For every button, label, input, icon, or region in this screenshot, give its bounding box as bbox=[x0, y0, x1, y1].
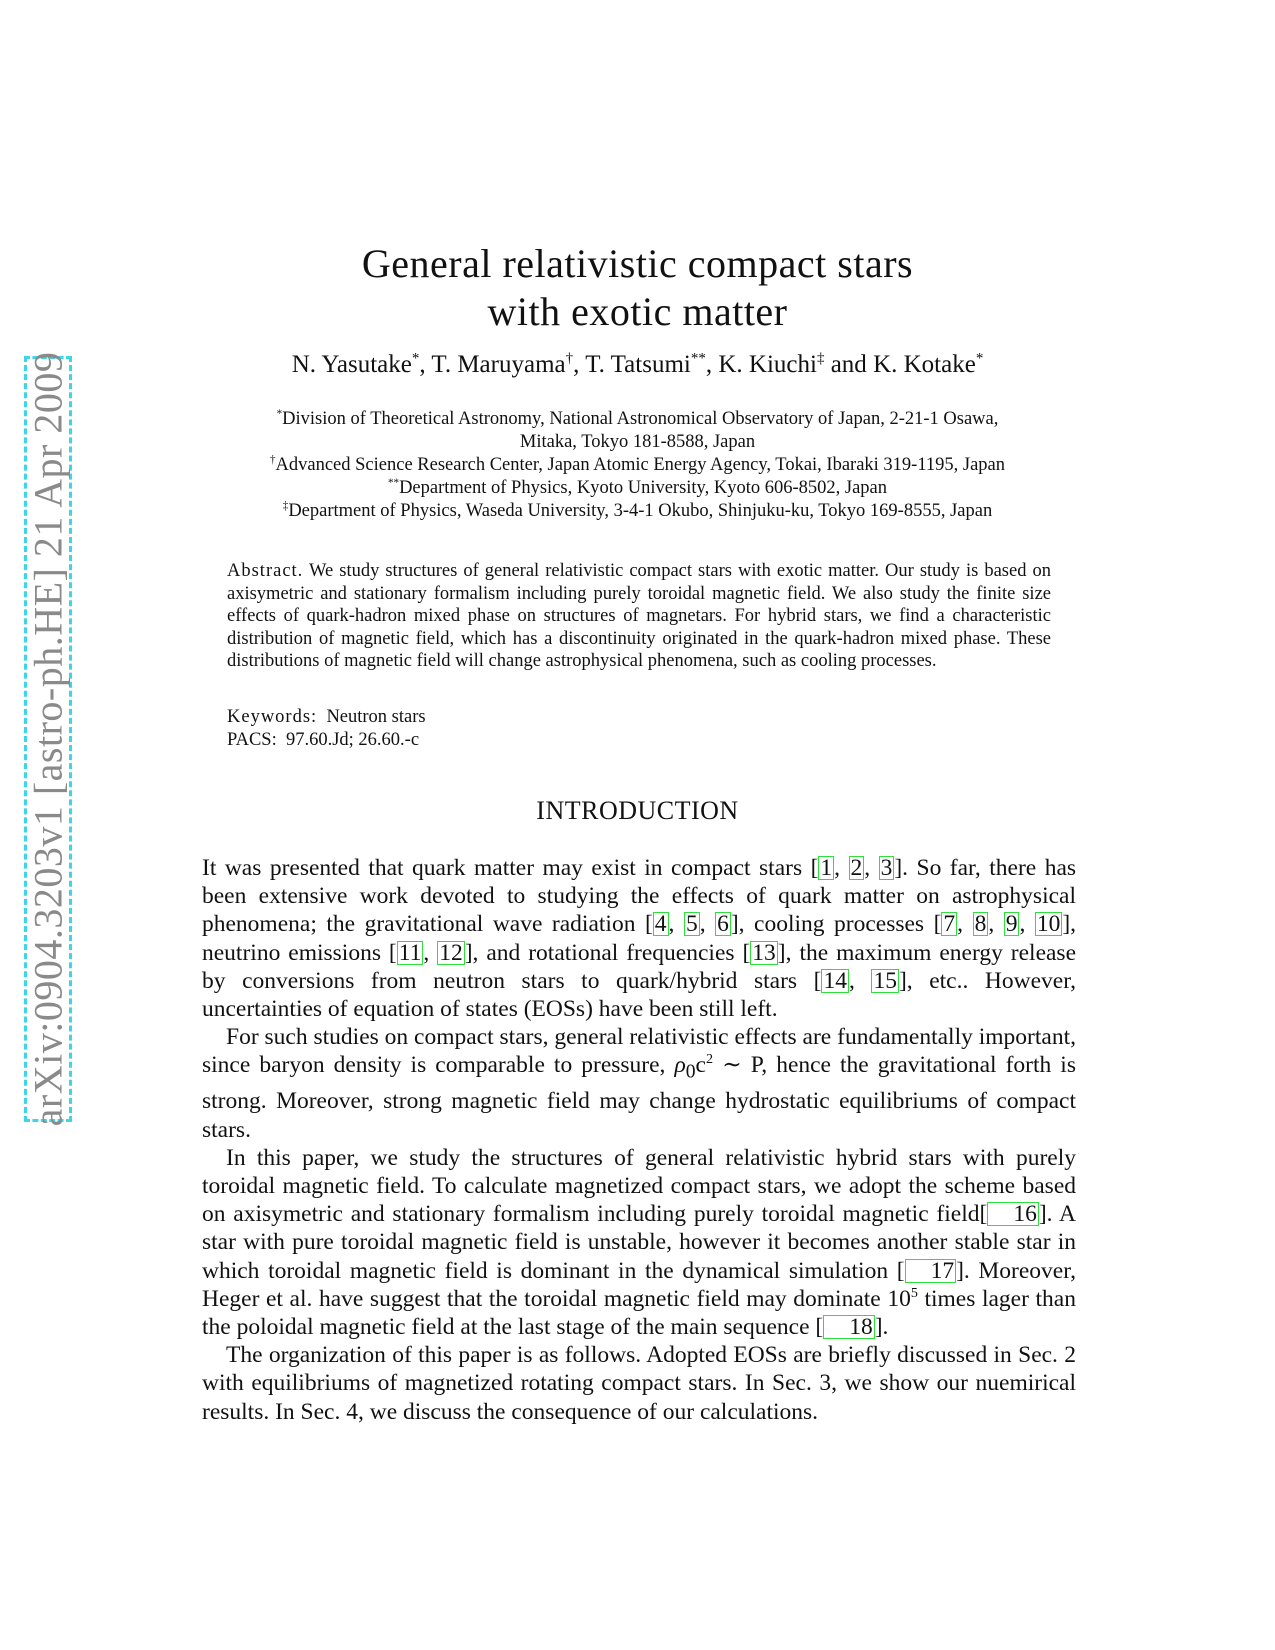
text-run: ], neutrino emissions [ bbox=[202, 911, 1077, 966]
citation-link[interactable]: 7 bbox=[943, 911, 956, 938]
citation-link[interactable]: 14 bbox=[823, 967, 847, 994]
citation-link[interactable]: 13 bbox=[752, 939, 776, 966]
author-separator: , bbox=[705, 351, 719, 378]
math-symbol: ρ bbox=[674, 1052, 686, 1079]
author-name: K. Kiuchi bbox=[718, 351, 817, 378]
text-run: , bbox=[834, 855, 849, 881]
section-heading: INTRODUCTION bbox=[536, 796, 739, 825]
abstract-text: We study structures of general relativistic compact stars with exotic matter. Our study is based on axisymetric and stationary formalism including purely toroidal magnetic field. We also study the finite size effects of quark-hadron mixed phase on structures of magnetars. For hybrid stars, we find a characteristic distribution of magnetic field, which has a discontinuity originated in the quark-hadron mixed phase. These distributions of magnetic field will change astrophysical phenomena, such as cooling processes. bbox=[227, 561, 1051, 672]
author-separator: , bbox=[573, 351, 586, 378]
text-run: ], and rotational frequencies [ bbox=[464, 939, 751, 966]
pacs-value: 97.60.Jd; 26.60.-c bbox=[285, 729, 420, 750]
affiliation-line bbox=[200, 500, 1075, 523]
author-name: K. Kotake bbox=[873, 351, 976, 378]
introduction-body bbox=[202, 854, 1076, 1426]
author-mark: ‡ bbox=[816, 350, 825, 367]
author-mark: ** bbox=[690, 350, 706, 367]
title-line-1: General relativistic compact stars bbox=[361, 241, 914, 286]
keywords-line bbox=[227, 706, 426, 729]
text-run: It was presented that quark matter may exist in compact stars [ bbox=[202, 855, 819, 881]
affiliation-line bbox=[200, 454, 1075, 477]
arxiv-side-stamp bbox=[24, 351, 72, 1127]
affiliations bbox=[200, 408, 1075, 523]
text-run: , bbox=[699, 911, 716, 938]
citation-link[interactable]: 1 bbox=[820, 855, 833, 881]
citation-link[interactable]: 10 bbox=[1036, 911, 1061, 938]
affiliation-text: Division of Theoretical Astronomy, National Astronomical Observatory of Japan, 2-21-1 Osawa, bbox=[282, 409, 999, 429]
citation-link[interactable]: 18 bbox=[823, 1315, 875, 1339]
text-run: , bbox=[848, 967, 872, 994]
citation-link[interactable]: 9 bbox=[1005, 911, 1018, 938]
author-name: T. Tatsumi bbox=[585, 351, 691, 378]
body-paragraph bbox=[202, 1023, 1076, 1144]
keywords-label: Keywords: bbox=[227, 707, 318, 727]
text-run: , bbox=[864, 855, 879, 881]
author-mark: * bbox=[975, 350, 984, 367]
text-run: times lager than the poloidal magnetic field at the last stage of the main sequence [ bbox=[202, 1285, 1076, 1340]
citation-link[interactable]: 8 bbox=[974, 911, 987, 938]
text-run: ], cooling processes [ bbox=[730, 911, 942, 938]
author-mark: * bbox=[411, 350, 420, 367]
affiliation-mark: ‡ bbox=[282, 499, 289, 512]
superscript: 5 bbox=[910, 1284, 918, 1301]
text-run: For such studies on compact stars, general relativistic effects are fundamentally important, since baryon density is comparable to pressure, bbox=[202, 1024, 1076, 1079]
text-run: ]. bbox=[874, 1313, 889, 1340]
text-run: In this paper, we study the structures of general relativistic hybrid stars with purely toroidal magnetic field. To calculate magnetized compact stars, we adopt the scheme based on axisymetric and stationary formalism including purely toroidal magnetic field[ bbox=[202, 1144, 1076, 1228]
pacs-line bbox=[227, 729, 426, 752]
pacs-label: PACS: bbox=[227, 729, 277, 750]
title-line-2: with exotic matter bbox=[487, 289, 788, 334]
subscript: 0 bbox=[685, 1062, 696, 1084]
affiliation-text: Department of Physics, Kyoto University, Kyoto 606-8502, Japan bbox=[399, 478, 888, 498]
author-name: T. Maruyama bbox=[431, 351, 566, 378]
citation-link[interactable]: 17 bbox=[905, 1259, 957, 1283]
text-run: , bbox=[988, 911, 1004, 938]
text-run: , bbox=[668, 911, 684, 938]
text-run: c bbox=[695, 1052, 706, 1079]
affiliation-mark: ** bbox=[387, 476, 400, 489]
abstract bbox=[227, 560, 1051, 673]
citation-link[interactable]: 2 bbox=[850, 855, 863, 881]
text-run: , bbox=[1019, 911, 1035, 938]
citation-link[interactable]: 4 bbox=[654, 911, 667, 938]
text-run: ∼ P, hence the gravitational forth is strong. Moreover, strong magnetic field may change hydrostatic equilibriums of compact stars. bbox=[202, 1052, 1076, 1143]
body-paragraph bbox=[202, 1341, 1076, 1426]
keywords-block bbox=[227, 706, 426, 751]
body-paragraph bbox=[202, 854, 1076, 1023]
affiliation-text: Advanced Science Research Center, Japan Atomic Energy Agency, Tokai, Ibaraki 319-1195, Japan bbox=[275, 455, 1006, 475]
citation-link[interactable]: 5 bbox=[685, 911, 698, 938]
arxiv-identifier: arXiv:0904.3203v1 [astro-ph.HE] 21 Apr 2009 bbox=[25, 351, 71, 1127]
author-list bbox=[200, 350, 1075, 380]
text-run: ]. So far, there has been extensive work devoted to studying the effects of quark matter on astrophysical phenomena; the gravitational wave radiation [ bbox=[202, 855, 1077, 938]
text-run: , bbox=[423, 939, 438, 966]
text-run: ]. Moreover, Heger et al. have suggest that the toroidal magnetic field may dominate 10 bbox=[202, 1257, 1077, 1312]
text-run: The organization of this paper is as follows. Adopted EOSs are briefly discussed in Sec. 2 with equilibriums of magnetized rotating compact stars. In Sec. 3, we show our nuemirical results. In Sec. 4, we discuss the consequence of our calculations. bbox=[202, 1342, 1076, 1425]
author-separator: and bbox=[824, 351, 874, 378]
author-name: N. Yasutake bbox=[291, 351, 412, 378]
author-separator: , bbox=[419, 351, 432, 378]
citation-link[interactable]: 11 bbox=[398, 939, 422, 966]
keywords-value: Neutron stars bbox=[326, 707, 426, 727]
text-run: ], the maximum energy release by conversions from neutron stars to quark/hybrid stars [ bbox=[202, 939, 1077, 994]
text-run: , bbox=[957, 911, 973, 938]
text-run: ], etc.. However, uncertainties of equation of states (EOSs) have been still left. bbox=[202, 967, 1076, 1023]
citation-link[interactable]: 3 bbox=[880, 855, 893, 881]
superscript: 2 bbox=[705, 1051, 714, 1068]
affiliation-mark: † bbox=[269, 453, 276, 466]
affiliation-line bbox=[200, 408, 1075, 431]
citation-link[interactable]: 15 bbox=[873, 967, 897, 994]
affiliation-line: Mitaka, Tokyo 181-8588, Japan bbox=[519, 432, 756, 452]
citation-link[interactable]: 16 bbox=[987, 1202, 1039, 1226]
affiliation-mark: * bbox=[276, 407, 283, 420]
text-run: ]. A star with pure toroidal magnetic field is unstable, however it becomes another stable star in which toroidal magnetic field is dominant in the dynamical simulation [ bbox=[202, 1201, 1076, 1284]
abstract-label: Abstract. bbox=[227, 561, 304, 581]
paper-title bbox=[200, 240, 1075, 336]
affiliation-line bbox=[200, 477, 1075, 500]
author-mark: † bbox=[565, 350, 574, 367]
citation-link[interactable]: 12 bbox=[439, 939, 463, 966]
affiliation-text: Department of Physics, Waseda University, 3-4-1 Okubo, Shinjuku-ku, Tokyo 169-8555, Japan bbox=[288, 501, 993, 521]
body-paragraph bbox=[202, 1144, 1076, 1341]
citation-link[interactable]: 6 bbox=[717, 911, 729, 938]
